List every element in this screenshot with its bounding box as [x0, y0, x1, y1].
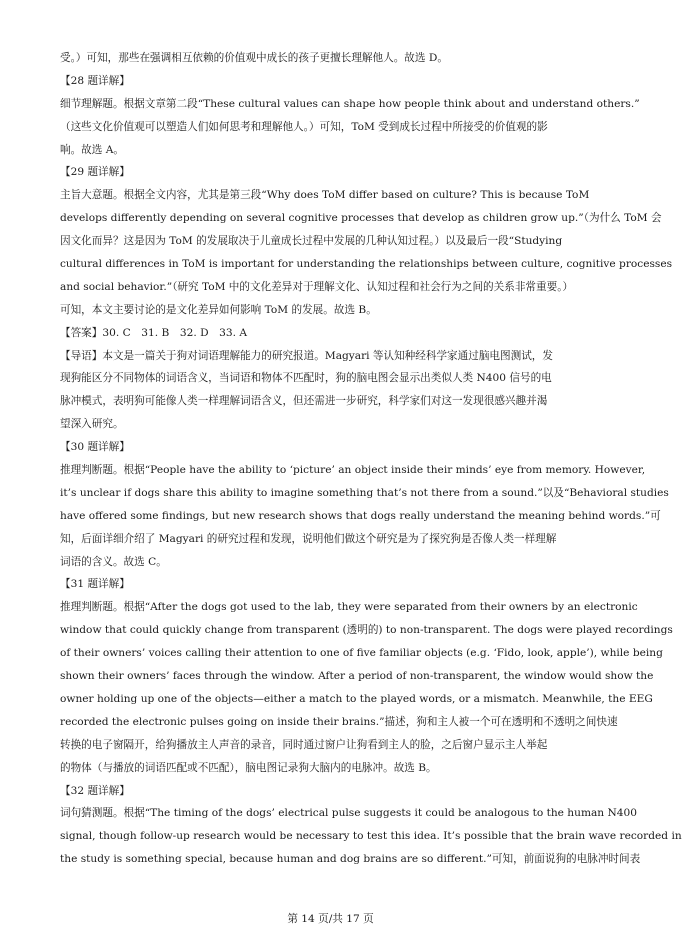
text-line: the study is something special, because human and dog brains are so different.”可知，前面说狗的电脉冲时间表: [60, 853, 641, 866]
text-line: 词语的含义。故选 C。: [60, 555, 167, 568]
text-line: 【31 题详解】: [60, 578, 130, 591]
text-line: signal, though follow-up research would be necessary to test this idea. It’s possible that the brain wave recorded in: [60, 830, 682, 843]
text-line: 响。故选 A。: [60, 143, 124, 156]
text-line: 因文化而异？这是因为 ToM 的发展取决于儿童成长过程中发展的几种认知过程。）以及最后一段“Studying: [60, 235, 563, 248]
text-line: 词句猜测题。根据“The timing of the dogs’ electrical pulse suggests it could be analogous to the human N400: [60, 807, 637, 820]
text-line: （这些文化价值观可以塑造人们如何思考和理解他人。）可知，ToM 受到成长过程中所接受的价值观的影: [60, 120, 548, 133]
text-line: recorded the electronic pulses going on inside their brains.”描述，狗和主人被一个可在透明和不透明之间快速: [60, 715, 618, 728]
text-line: 【32 题详解】: [60, 784, 130, 797]
text-line: 主旨大意题。根据全文内容，尤其是第三段“Why does ToM differ based on culture? This is because ToM: [60, 189, 590, 202]
text-line: 推理判断题。根据“After the dogs got used to the lab, they were separated from their owners by an electronic: [60, 601, 638, 614]
text-line: and social behavior.”（研究 ToM 中的文化差异对于理解文化、认知过程和社会行为之间的关系非常重要。）: [60, 280, 574, 293]
text-line: develops differently depending on several cognitive processes that develop as children grow up.”（为什么 ToM 会: [60, 212, 662, 225]
text-line: 【导语】本文是一篇关于狗对词语理解能力的研究报道。Magyari 等认知种经科学家通过脑电图测试，发: [60, 349, 553, 362]
text-line: 转换的电子窗隔开，给狗播放主人声音的录音，同时通过窗户让狗看到主人的脸，之后窗户显示主人举起: [60, 738, 548, 751]
text-line: of their owners’ voices calling their attention to one of five familiar objects (e.g. ‘Fido, look, apple’), while being: [60, 647, 663, 660]
text-line: have offered some findings, but new research shows that dogs really understand the meaning behind words.”可: [60, 509, 661, 522]
text-line: it’s unclear if dogs share this ability to imagine something that’s not there from a sound.”以及“Behavioral studies: [60, 486, 669, 499]
text-line: window that could quickly change from transparent (透明的) to non-transparent. The dogs were played recordings: [60, 624, 673, 637]
document-body: [60, 47, 682, 871]
text-line: 【29 题详解】: [60, 166, 130, 179]
text-line: 的物体（与播放的词语匹配或不匹配），脑电图记录狗大脑内的电脉冲。故选 B。: [60, 761, 437, 774]
text-line: 【28 题详解】: [60, 74, 130, 87]
text-line: 推理判断题。根据“People have the ability to ‘picture’ an object inside their minds’ eye from memory. However,: [60, 464, 646, 477]
text-line: shown their owners’ faces through the window. After a period of non-transparent, the window would show the: [60, 670, 654, 683]
text-line: 现狗能区分不同物体的词语含义，当词语和物体不匹配时，狗的脑电图会显示出类似人类 N400 信号的电: [60, 372, 552, 385]
text-line: 【30 题详解】: [60, 441, 130, 454]
text-line: 知，后面详细介绍了 Magyari 的研究过程和发现，说明他们做这个研究是为了探究狗是否像人类一样理解: [60, 532, 557, 545]
text-line: 脉冲模式，表明狗可能像人类一样理解词语含义，但还需进一步研究，科学家们对这一发现很感兴趣并渴: [60, 395, 548, 408]
text-line: 细节理解题。根据文章第二段“These cultural values can shape how people think about and understand others.”: [60, 97, 640, 110]
text-line: owner holding up one of the objects—either a match to the played words, or a mismatch. Meanwhile, the EEG: [60, 692, 653, 705]
text-line: 可知，本文主要讨论的是文化差异如何影响 ToM 的发展。故选 B。: [60, 303, 377, 316]
text-line: 望深入研究。: [60, 418, 124, 431]
text-line: 受。）可知，那些在强调相互依赖的价值观中成长的孩子更擅长理解他人。故选 D。: [60, 52, 448, 64]
text-line: cultural differences in ToM is important for understanding the relationships between culture, cognitive processes: [60, 258, 673, 271]
page-footer: 第 14 页/共 17 页: [287, 913, 374, 925]
text-line: 【答案】30. C 31. B 32. D 33. A: [60, 326, 248, 339]
